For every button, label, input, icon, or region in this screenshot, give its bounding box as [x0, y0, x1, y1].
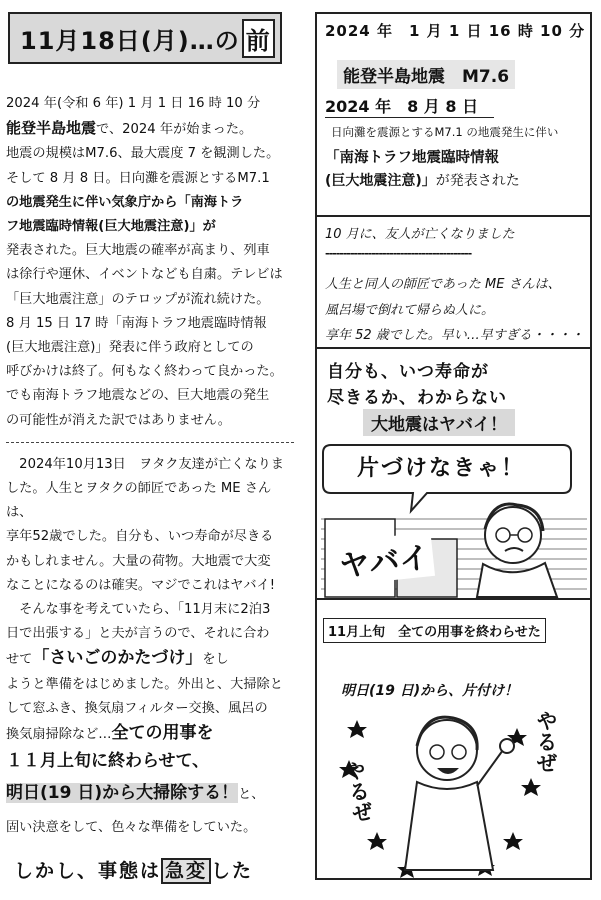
text-line — [6, 116, 294, 142]
bubble-text: 片づけなきゃ！ — [357, 456, 526, 481]
text-line: の地震発生に伴い気象庁から「南海トラ — [6, 194, 244, 210]
emphasis-line: １１月上旬に終わらせて、 — [6, 751, 210, 772]
text-line: でも南海トラフ地震などの、巨大地震の発生 — [6, 388, 270, 404]
yaruze-left: やるぜ — [340, 758, 376, 825]
worry-line-2: 尽きるか、わからない — [327, 388, 507, 408]
tomorrow-line: 明日(19 日)から、片付け！ — [341, 683, 519, 699]
title-main: 11月18日(月)…の — [20, 26, 240, 55]
dash-line: ----------------------------------------- — [325, 247, 472, 260]
text-line: かもしれません。大量の荷物。大地震で大変 — [6, 553, 271, 569]
text-line — [6, 781, 294, 807]
yabai-text: ヤバイ — [333, 532, 435, 586]
announced-text: が発表された — [435, 173, 520, 189]
done-header: 11月上旬 全ての用事を終わらせた — [323, 618, 546, 643]
text-line: 固い決意をして、色々な準備をしていた。 — [6, 819, 257, 835]
page-title — [8, 12, 282, 64]
closing-text: しかし、事態は — [14, 860, 162, 882]
friend-line-1: 10 月に、友人が亡くなりました — [325, 227, 515, 242]
text-line: 8 月 15 日 17 時「南海トラフ地震臨時情報 — [6, 315, 267, 331]
text-line: 発表された。巨大地震の確率が高まり、列車 — [6, 243, 270, 259]
last-cleanup-phrase: 「さいごのかたづけ」 — [32, 648, 203, 669]
text-line: 享年52歳でした。自分も、いつ寿命が尽きる — [6, 529, 274, 545]
nankai-label-2 — [325, 170, 520, 190]
text-line: して窓ふき、換気扇フィルター交換、風呂の — [6, 700, 268, 716]
date-1: 2024 年 1 月 1 日 16 時 10 分 — [325, 22, 586, 40]
nankai-label: 「南海トラフ地震臨時情報 — [325, 150, 499, 166]
emphasis-text: 全ての用事を — [111, 723, 214, 744]
right-column — [315, 12, 592, 880]
text-line: 「巨大地震注意」のテロップが流れ続けた。 — [6, 291, 270, 307]
divider — [6, 442, 294, 443]
closing-line — [14, 856, 253, 883]
emphasis-highlight: 明日(19 日)から大掃除する！ — [6, 783, 239, 804]
text-fragment: で、2024 年が始まった。 — [96, 122, 253, 138]
left-column — [6, 92, 294, 840]
text-fragment: 換気扇掃除など… — [6, 727, 112, 743]
text-fragment: と、 — [238, 787, 265, 803]
title-mae: 前 — [242, 19, 275, 58]
giant-quake-label: (巨大地震注意)」 — [325, 173, 436, 189]
text-line: 2024年10月13日 ヲタク友達が亡くなりま — [6, 456, 284, 472]
text-line: そんな事を考えていたら、「11月末に2泊3 — [6, 602, 271, 618]
section-done — [317, 600, 590, 882]
worry-line-1: 自分も、いつ寿命が — [327, 362, 489, 382]
text-line: 2024 年(令和 6 年) 1 月 1 日 16 時 10 分 — [6, 96, 261, 111]
noto-quake-label: 能登半島地震 — [6, 119, 97, 138]
text-line: なことになるのは確実。マジでこれはヤバイ! — [6, 577, 276, 593]
text-line: (巨大地震注意)」発表に伴う政府としての — [6, 340, 254, 356]
friend-line-4: 享年 52 歳でした。早い…早すぎる・・・・ — [325, 328, 584, 343]
friend-line-2: 人生と同人の師匠であった ME さんは、 — [325, 277, 561, 292]
text-line: 地震の規模はM7.6、最大震度 7 を観測した。 — [6, 146, 280, 162]
closing-emphasis: 急変 — [161, 858, 211, 884]
closing-text: した — [211, 860, 254, 882]
text-line: そして 8 月 8 日。日向灘を震源とするM7.1 — [6, 170, 270, 186]
friend-line-3: 風呂場で倒れて帰らぬ人に。 — [325, 303, 495, 318]
section-friend — [317, 217, 590, 349]
section-dates — [317, 14, 590, 217]
text-line — [6, 646, 294, 672]
yaruze-right: やるぜ — [534, 710, 558, 773]
text-line: ようと準備をはじめました。外出と、大掃除と — [6, 676, 283, 692]
text-line — [6, 721, 294, 747]
text-line: は徐行や運休、イベントなども自粛。テレビは — [6, 267, 283, 283]
text-line: 日で出張する」と夫が言うので、それに合わ — [6, 626, 270, 642]
date-2: 2024 年 8 月 8 日 — [325, 94, 494, 118]
hyuganada-text: 日向灘を震源とするM7.1 の地震発生に伴い — [331, 125, 559, 139]
text-line: した。人生とヲタクの師匠であった ME さんは、 — [6, 481, 272, 521]
text-line: 呼びかけは終了。何もなく終わって良かった。 — [6, 364, 283, 380]
text-fragment: せて — [6, 652, 33, 668]
big-quake-label: 大地震はヤバイ！ — [363, 409, 515, 436]
noto-label: 能登半島地震 M7.6 — [337, 60, 515, 89]
text-line: の可能性が消えた訳ではありません。 — [6, 412, 231, 428]
text-fragment: をし — [202, 652, 229, 668]
section-yabai — [317, 349, 590, 600]
text-line: フ地震臨時情報(巨大地震注意)」が — [6, 219, 216, 235]
